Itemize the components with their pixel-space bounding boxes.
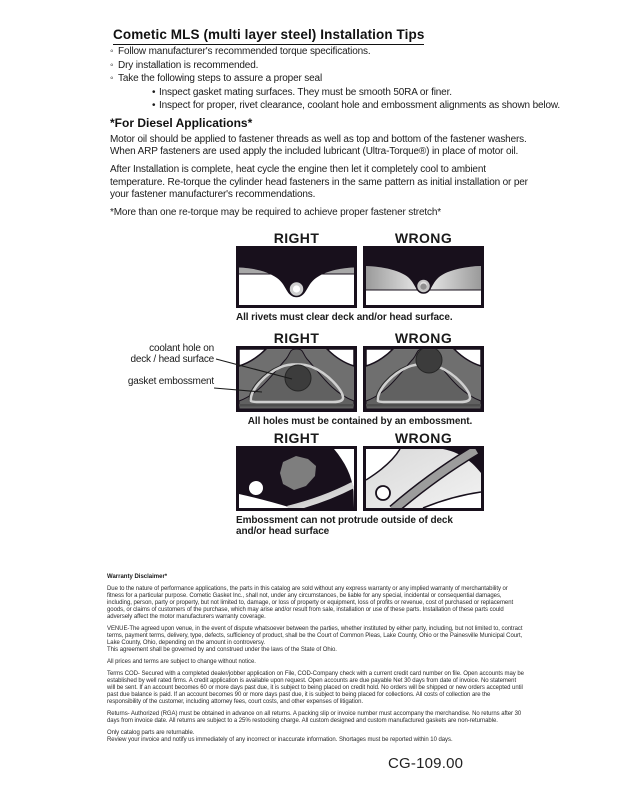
fig-caption: All rivets must clear deck and/or head surface. — [236, 312, 453, 323]
diesel-paragraph: *More than one re-torque may be required to achieve proper fastener stretch* — [110, 207, 442, 219]
circle-bullet-icon: ◦ — [110, 46, 114, 57]
dot-bullet-icon: • — [152, 86, 156, 98]
dot-bullet-icon: • — [152, 100, 156, 111]
legal-paragraph: Returns- Authorized (RGA) must be obtained in advance on all returns. A packing slip or invoice number must accompany the merchandise. No returns after 30 days from invoice date. All returns are subject to a 25% restocking charge. All custom designed and custom manufactured gaskets are non-returnable. — [107, 711, 522, 724]
figure-deck-wrong — [363, 446, 484, 511]
circle-bullet-icon: ◦ — [110, 59, 114, 71]
legal-paragraph: Terms COD- Secured with a completed dealer/jobber application on File, COD-Company check with a current credit card number on file. Open accounts may be established by well rated firms. A credit application is available upon request. Open accounts are due payable Net 30 days from date of invoice. No statement will be sent. If an account becomes 60 or more days past due, it is subject to being placed on credit hold. No orders will be shipped or new orders accepted until past due balance is paid. If an account becomes 90 or more days past due, it is subject to being placed for collections. All costs of collection are the responsibility of the customer, including attorney fees, court costs, and other expenses of litigation. — [107, 671, 524, 705]
bolt-hole — [249, 481, 263, 495]
figure-deck-right — [236, 446, 357, 511]
figure-embossment-right — [236, 346, 357, 412]
coolant-hole — [285, 365, 311, 391]
gasket-embossment-label: gasket embossment — [127, 376, 214, 387]
circle-bullet-icon: ◦ — [110, 73, 114, 84]
tip-item — [110, 72, 560, 86]
tip-item — [110, 59, 560, 73]
coolant-hole-label: coolant hole on deck / head surface — [130, 343, 214, 365]
tip-text: Dry installation is recommended. — [118, 59, 259, 71]
fig-right-label: RIGHT — [273, 330, 320, 346]
tip-item — [110, 45, 560, 59]
diesel-paragraph: After Installation is complete, heat cycle the engine then let it completely cool to ambient temperature. Re-torque the cylinder head fasteners in the same pattern as initial installation or per your fastener manufacturer's recommendations. — [110, 164, 528, 200]
footer-part-number: CG-109.00 — [388, 755, 464, 772]
fig-right-label: RIGHT — [273, 430, 320, 446]
bolt-hole — [376, 486, 390, 500]
figure-row-rivets — [236, 230, 484, 323]
figure-row-holes — [236, 330, 484, 427]
diesel-heading: *For Diesel Applications* — [110, 116, 253, 130]
page-title: Cometic MLS (multi layer steel) Installation Tips — [113, 27, 424, 45]
fig-caption: Embossment can not protrude outside of deck and/or head surface — [236, 515, 453, 537]
installation-tips-list — [110, 45, 560, 113]
fig-caption: All holes must be contained by an embossment. — [247, 416, 473, 427]
tip-text: Follow manufacturer's recommended torque specifications. — [118, 46, 371, 57]
figure-embossment-wrong — [363, 346, 484, 412]
tip-text: Inspect gasket mating surfaces. They must be smooth 50RA or finer. — [159, 86, 452, 98]
fig-right-label: RIGHT — [273, 230, 320, 246]
legal-paragraph: Review your invoice and notify us immediately of any incorrect or inaccurate information. Shortages must be reported within 10 days. — [107, 737, 453, 743]
diesel-section — [110, 116, 532, 225]
figure-row-deck-edge — [236, 430, 484, 537]
fig-wrong-label: WRONG — [394, 430, 453, 446]
title-block — [113, 26, 424, 45]
legal-section — [107, 574, 525, 749]
figure-rivet-wrong — [363, 246, 484, 308]
legal-paragraph: Due to the nature of performance applications, the parts in this catalog are sold without any express warranty or any implied warranty of merchantability or fitness for a particular purpose. Cometic Gasket Inc., shall not, under any circumstances, be liable for any special, incidental or consequential damages, including, person, party or property, but not limited to, damage, or loss of property or equipment, loss of profits or revenue, cost of purchased or replacement goods, or claims of customers of the purchase, which may arise and/or result from sale, installation or use of these parts. Installation of these parts could adversely affect the motor manufacturers warranty coverage. — [107, 586, 514, 620]
legal-heading: Warranty Disclaimer* — [107, 574, 168, 580]
tip-text: Inspect for proper, rivet clearance, coolant hole and embossment alignments as shown below. — [159, 100, 561, 111]
fig-wrong-label: WRONG — [394, 330, 453, 346]
legal-paragraph: This agreement shall be governed by and construed under the laws of the State of Ohio. — [107, 647, 337, 653]
diesel-paragraph: Motor oil should be applied to fastener threads as well as top and bottom of the fastener washers. When ARP fasteners are used apply the included lubricant (Ultra-Torque®) in place of motor oil. — [110, 134, 527, 158]
fig-wrong-label: WRONG — [394, 230, 453, 246]
legal-paragraph: VENUE-The agreed upon venue, in the event of dispute whatsoever between the parties, whether instituted by either party, including, but not limited to, contract terms, payment terms, delivery, type, defects, sufficiency of product, shall be the Court of Common Pleas, Lake County, Ohio or the Painesville Municipal Court, Lake County, Ohio, depending on the amount in controversy. — [107, 626, 523, 646]
coolant-hole — [416, 347, 442, 373]
figures-area — [236, 230, 484, 544]
legal-paragraph: All prices and terms are subject to change without notice. — [107, 659, 256, 665]
legal-paragraph: Only catalog parts are returnable. — [107, 730, 195, 736]
tip-sub-item — [110, 86, 560, 100]
tip-text: Take the following steps to assure a proper seal — [118, 73, 323, 84]
tip-sub-item — [110, 99, 560, 113]
figure-rivet-right — [236, 246, 357, 308]
figure-annotations — [100, 344, 214, 388]
